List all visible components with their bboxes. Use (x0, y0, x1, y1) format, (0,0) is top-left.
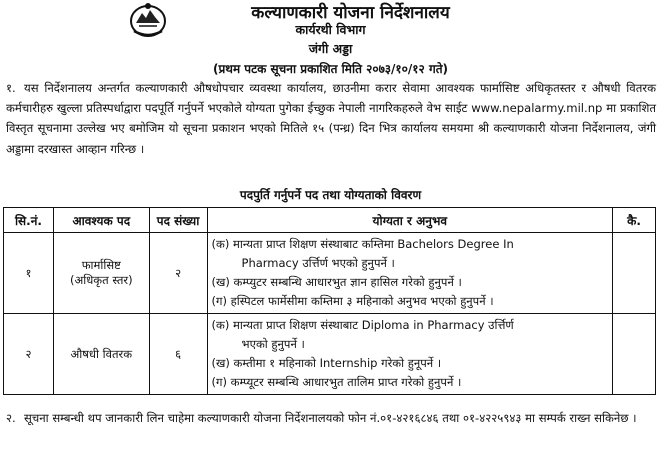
notice-paragraph-1 (6, 78, 656, 159)
qualification-line: (क) मान्यता प्राप्त शिक्षण संस्थाबाट कम्तिमा Bachelors Degree In (211, 237, 514, 251)
paragraph-text: सूचना सम्बन्धी थप जानकारी लिन चाहेमा कल्याणकारी योजना निर्देशनालयको फोन नं.०१-४२१६८४६ तथा ०१-४२२५९४३ मा सम्पर्क राख्न सकिनेछ । (24, 411, 637, 425)
post-name: फार्मासिष्ट (81, 258, 121, 272)
paragraph-text: यस निर्देशनालय अन्तर्गत कल्याणकारी औषधोपचार व्यवस्था कार्यालय, छाउनीमा करार सेवामा आवश्यक फार्मासिष्ट अधिकृतस्तर र औषधी वितरक कर्मचारीहरु खुल्ला प्रतिस्पर्धाद्वारा पदपूर्ति गर्नुपर्ने भएकोले योग्यता पुगेका ईच्छुक नेपाली नागरिकहरुले वेभ साईट www.nepalarmy.mil.np मा प्रकाशित विस्तृत सूचनामा उल्लेख भए बमोजिम यो सूचना प्रकाशन भएको मितिले १५ (पन्ध्र) दिन भित्र कार्यालय समयमा श्री कल्याणकारी योजना निर्देशनालय, जंगी अड्डामा दरखास्त आव्हान गरिन्छ । (6, 81, 656, 156)
table-title: पदपुर्ति गर्नुपर्ने पद तथा योग्यताको विवरण (239, 188, 422, 202)
vacancy-table (3, 207, 656, 395)
paragraph-number: २. (6, 411, 16, 425)
count-cell: २ (149, 233, 207, 314)
col-header-count: पद संख्या (149, 208, 207, 233)
qualification-cell (207, 233, 613, 314)
qualification-cell (207, 314, 613, 395)
qualification-line: (क) मान्यता प्राप्त शिक्षण संस्थाबाट Diploma in Pharmacy उर्त्तिर्ण (211, 318, 514, 332)
remarks-cell (613, 314, 656, 395)
table-row (4, 314, 656, 395)
serial-cell: १ (4, 233, 54, 314)
publication-date-note: (प्रथम पटक सूचना प्रकाशित मिति २०७३/१०/१२ गते) (212, 62, 449, 76)
office-title: कल्याणकारी योजना निर्देशनालय (251, 3, 450, 23)
col-header-remarks: कै. (613, 208, 656, 233)
count-cell: ६ (149, 314, 207, 395)
col-header-serial: सि.नं. (4, 208, 54, 233)
paragraph-number: १. (6, 81, 16, 95)
table-row (4, 233, 656, 314)
post-name: औषधी वितरक (70, 346, 133, 361)
qualification-line: (ख) कम्तीमा १ महिनाको Internship गरेको हुनूपर्ने । (211, 356, 442, 370)
post-level: (अधिकृत स्तर) (69, 273, 133, 287)
post-cell (53, 314, 149, 395)
remarks-cell (613, 233, 656, 314)
qualification-line: Pharmacy उर्त्तिर्ण भएको हुनुपर्ने । (241, 256, 395, 270)
qualification-line: (ग) हस्पिटल फार्मेसीमा कम्तिमा ३ महिनाको अनुभव भएको हुनुपर्ने । (211, 294, 494, 308)
headquarters-name: जंगी अड्डा (308, 41, 353, 56)
col-header-post: आवश्यक पद (53, 208, 149, 233)
post-cell (53, 233, 149, 314)
department-name: कार्यरथी विभाग (295, 22, 366, 37)
table-header-row (4, 208, 656, 233)
notice-paragraph-2 (6, 408, 656, 428)
qualification-line: भएको हुनुपर्ने । (241, 337, 305, 351)
qualification-line: (ग) कम्प्यूटर सम्बन्धि आधारभुत तालिम प्राप्त गरेको हुनुपर्ने । (211, 375, 462, 389)
qualification-line: (ख) कम्प्युटर सम्बन्धि आधारभुत ज्ञान हासिल गरेको हुनुपर्ने । (211, 275, 462, 289)
serial-cell: २ (4, 314, 54, 395)
col-header-qualification: योग्यता र अनुभव (207, 208, 613, 233)
